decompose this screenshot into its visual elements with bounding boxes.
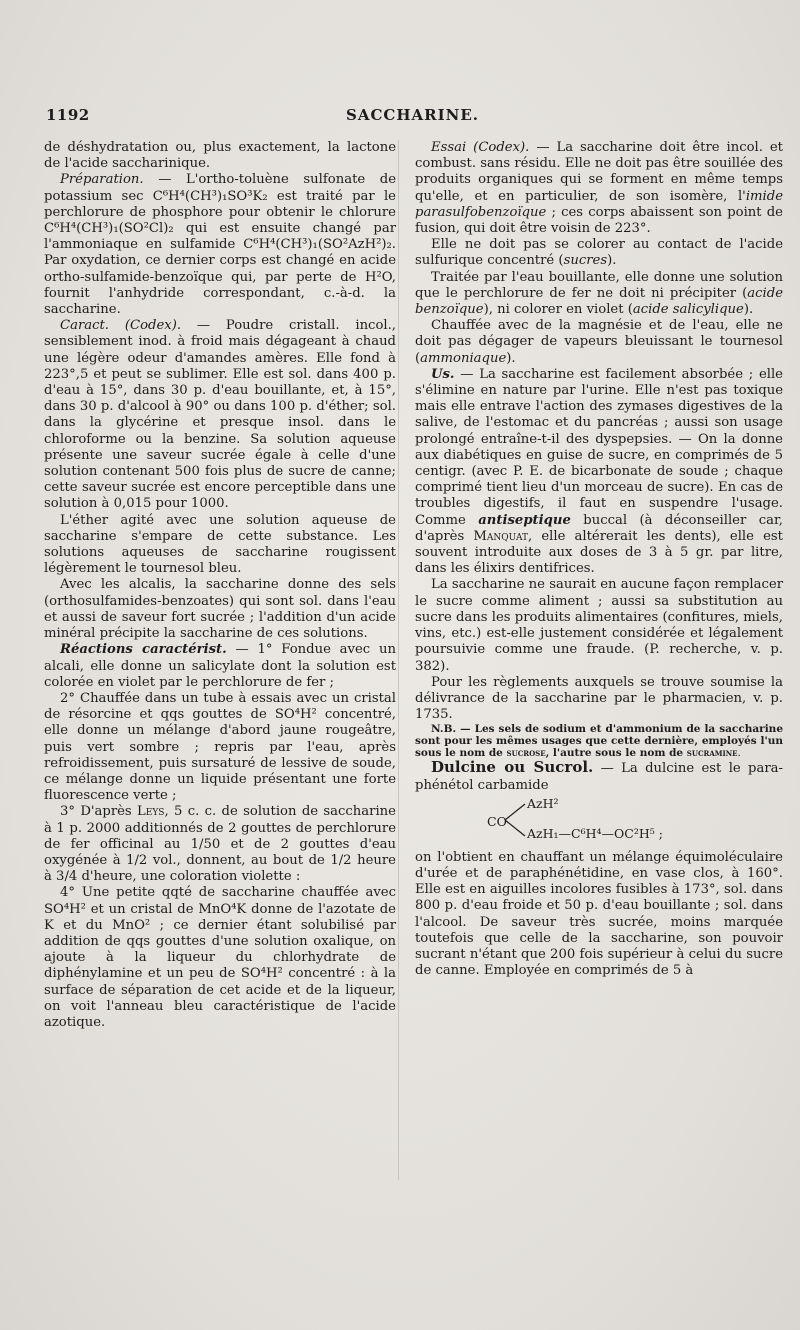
paragraph: de déshydratation ou, plus exactement, la lactone de l'acide saccharinique. — [44, 140, 396, 172]
section-label: Préparation. — [60, 172, 144, 188]
paragraph: Pour les règlements auxquels se trouve soumise la délivrance de la saccharine par le pharmacien, v. p. 1735. — [415, 674, 783, 723]
section-label: Us. — [431, 366, 455, 382]
paragraph: 4° Une petite qqté de saccharine chauffée avec SO⁴H² et un cristal de MnO⁴K donne de l'azotate de K et du MnO² ; ce dernier étant solubilisé par addition de qqs gouttes d'une solution oxalique, on ajoute à la liqueur du chlorhydrate de diphénylamine et un peu de SO⁴H² concentré : à la surface de séparation de cet acide et de la liqueur, on voit l'anneau bleu caractéristique de l'acide azotique. — [44, 885, 396, 1030]
entry-heading: Dulcine ou Sucrol. — [431, 758, 594, 777]
section-label: Essai (Codex). — [431, 140, 530, 155]
chemical-formula — [415, 796, 783, 846]
paragraph: Avec les alcalis, la saccharine donne des sels (orthosulfamides-benzoates) qui sont sol. dans l'eau et aussi de saveur fort sucrée ; l'addition d'un acide minéral précipite la saccharine de ces solutions. — [44, 577, 396, 642]
paragraph-essai: Essai (Codex). — La saccharine doit être incol. et combust. sans résidu. Elle ne doit pas être souillée des produits organiques qui se forment en même temps qu'elle, et en particulier, de son isomère, l'imide parasulfobenzoïque ; ces corps abaissent son point de fusion, qui doit être voisin de 223°. — [415, 140, 783, 237]
paragraph-preparation: Préparation. — L'ortho-toluène sulfonate de potassium sec C⁶H⁴(CH³)₁SO³K₂ est traité par le perchlorure de phosphore pour obtenir le chlorure C⁶H⁴(CH³)₁(SO²Cl)₂ qui est ensuite changé par l'ammoniaque en sulfamide C⁶H⁴(CH³)₁(SO²AzH²)₂. Par oxydation, ce dernier corps est changé en acide ortho-sulfamide-benzoïque qui, par perte de H²O, fournit l'anhydride correspondant, c.-à-d. la saccharine. — [44, 172, 396, 318]
column-divider — [398, 140, 399, 1180]
author-name: Leys — [137, 804, 165, 820]
formula-co: CO — [487, 813, 507, 829]
page-number: 1192 — [46, 106, 90, 124]
paragraph: La saccharine ne saurait en aucune façon remplacer le sucre comme aliment ; aussi sa substitution au sucre dans les produits alimentaires (confitures, miels, vins, etc.) est-elle justement considérée et légalement poursuivie comme une fraude. (P. recherche, v. p. 382). — [415, 577, 783, 674]
paragraph: Traitée par l'eau bouillante, elle donne une solution que le perchlorure de fer ne doit ni précipiter (acide benzoïque), ni colorer en violet (acide salicylique). — [415, 269, 783, 318]
author-name: Manquat — [473, 528, 528, 544]
right-column — [415, 140, 783, 979]
left-column — [44, 140, 396, 1031]
paragraph: Elle ne doit pas se colorer au contact de l'acide sulfurique concentré (sucres). — [415, 237, 783, 269]
paragraph-uses: Us. — La saccharine est facilement absorbée ; elle s'élimine en nature par l'urine. Elle n'est pas toxique mais elle entrave l'action des zymases digestives de la salive, de l'estomac et du pancréas ; aussi son usage prolongé entraîne-t-il des dyspepsies. — On la donne aux diabétiques en guise de sucre, en comprimés de 5 centigr. (avec P. E. de bicarbonate de soude ; chaque comprimé tient lieu d'un morceau de sucre). En cas de troubles digestifs, il faut en suspendre l'usage. Comme antiseptique buccal (à déconseiller car, d'après Manquat, elle altérerait les dents), elle est souvent introduite aux doses de 3 à 5 gr. par litre, dans les élixirs dentifrices. — [415, 366, 783, 577]
paragraph: L'éther agité avec une solution aqueuse de saccharine s'empare de cette substance. Les solutions aqueuses de saccharine rougissent légèrement le tournesol bleu. — [44, 512, 396, 577]
section-label: Réactions caractérist. — [60, 642, 227, 658]
paragraph: 3° D'après Leys, 5 c. c. de solution de saccharine à 1 p. 2000 additionnés de 2 gouttes de perchlorure de fer officinal au 1/50 et de 2 gouttes d'eau oxygénée à 1/2 vol., donnent, au bout de 1/2 heure à 3/4 d'heure, une coloration violette : — [44, 804, 396, 885]
section-label: Caract. (Codex). — [60, 318, 182, 334]
paragraph: on l'obtient en chauffant un mélange équimoléculaire d'urée et de paraphénétidine, en vase clos, à 160°. Elle est en aiguilles incolores fusibles à 173°, sol. dans 800 p. d'eau froide et 50 p. d'eau bouillante ; sol. dans l'alcool. De saveur très sucrée, moins marquée toutefois que celle de la saccharine, son pouvoir sucrant n'étant que 200 fois supérieur à celui du sucre de canne. Employée en comprimés de 5 à — [415, 849, 783, 979]
formula-bottom: AzH₁—C⁶H⁴—OC²H⁵ ; — [527, 825, 663, 841]
footnote: N.B. — Les sels de sodium et d'ammonium de la saccharine sont pour les mêmes usages que cette dernière, employés l'un sous le nom de sucrose, l'autre sous le nom de sucramine. — [415, 723, 783, 760]
paragraph-reactions: Réactions caractérist. — 1° Fondue avec un alcali, elle donne un salicylate dont la solution est colorée en violet par le perchlorure de fer ; — [44, 642, 396, 690]
paragraph: 2° Chauffée dans un tube à essais avec un cristal de résorcine et qqs gouttes de SO⁴H² concentré, elle donne un mélange d'abord jaune rougeâtre, puis vert sombre ; repris par l'eau, après refroidissement, puis sursaturé de lessive de soude, ce mélange donne un liquide présentant une forte fluorescence verte ; — [44, 690, 396, 804]
paragraph-characteristics: Caract. (Codex). — Poudre cristall. incol., sensiblement inod. à froid mais dégageant à chaud une légère odeur d'amandes amères. Elle fond à 223°,5 et peut se sublimer. Elle est sol. dans 400 p. d'eau à 15°, dans 30 p. d'eau bouillante, et, à 15°, dans 30 p. d'alcool à 90° ou dans 100 p. d'éther; sol. dans la glycérine et presque insol. dans le chloroforme ou la benzine. Sa solution aqueuse présente une saveur sucrée égale à celle d'une solution contenant 500 fois plus de sucre de canne; cette saveur sucrée est encore perceptible dans une solution à 0,015 pour 1000. — [44, 318, 396, 512]
paragraph-dulcine: Dulcine ou Sucrol. — La dulcine est le para-phénétol carbamide — [415, 758, 783, 793]
page-header — [46, 106, 770, 128]
running-title: SACCHARINE. — [346, 106, 480, 124]
formula-bond-lines — [503, 798, 527, 842]
paragraph: Chauffée avec de la magnésie et de l'eau, elle ne doit pas dégager de vapeurs bleuissant le tournesol (ammoniaque). — [415, 318, 783, 366]
formula-top: AzH² — [527, 795, 559, 811]
